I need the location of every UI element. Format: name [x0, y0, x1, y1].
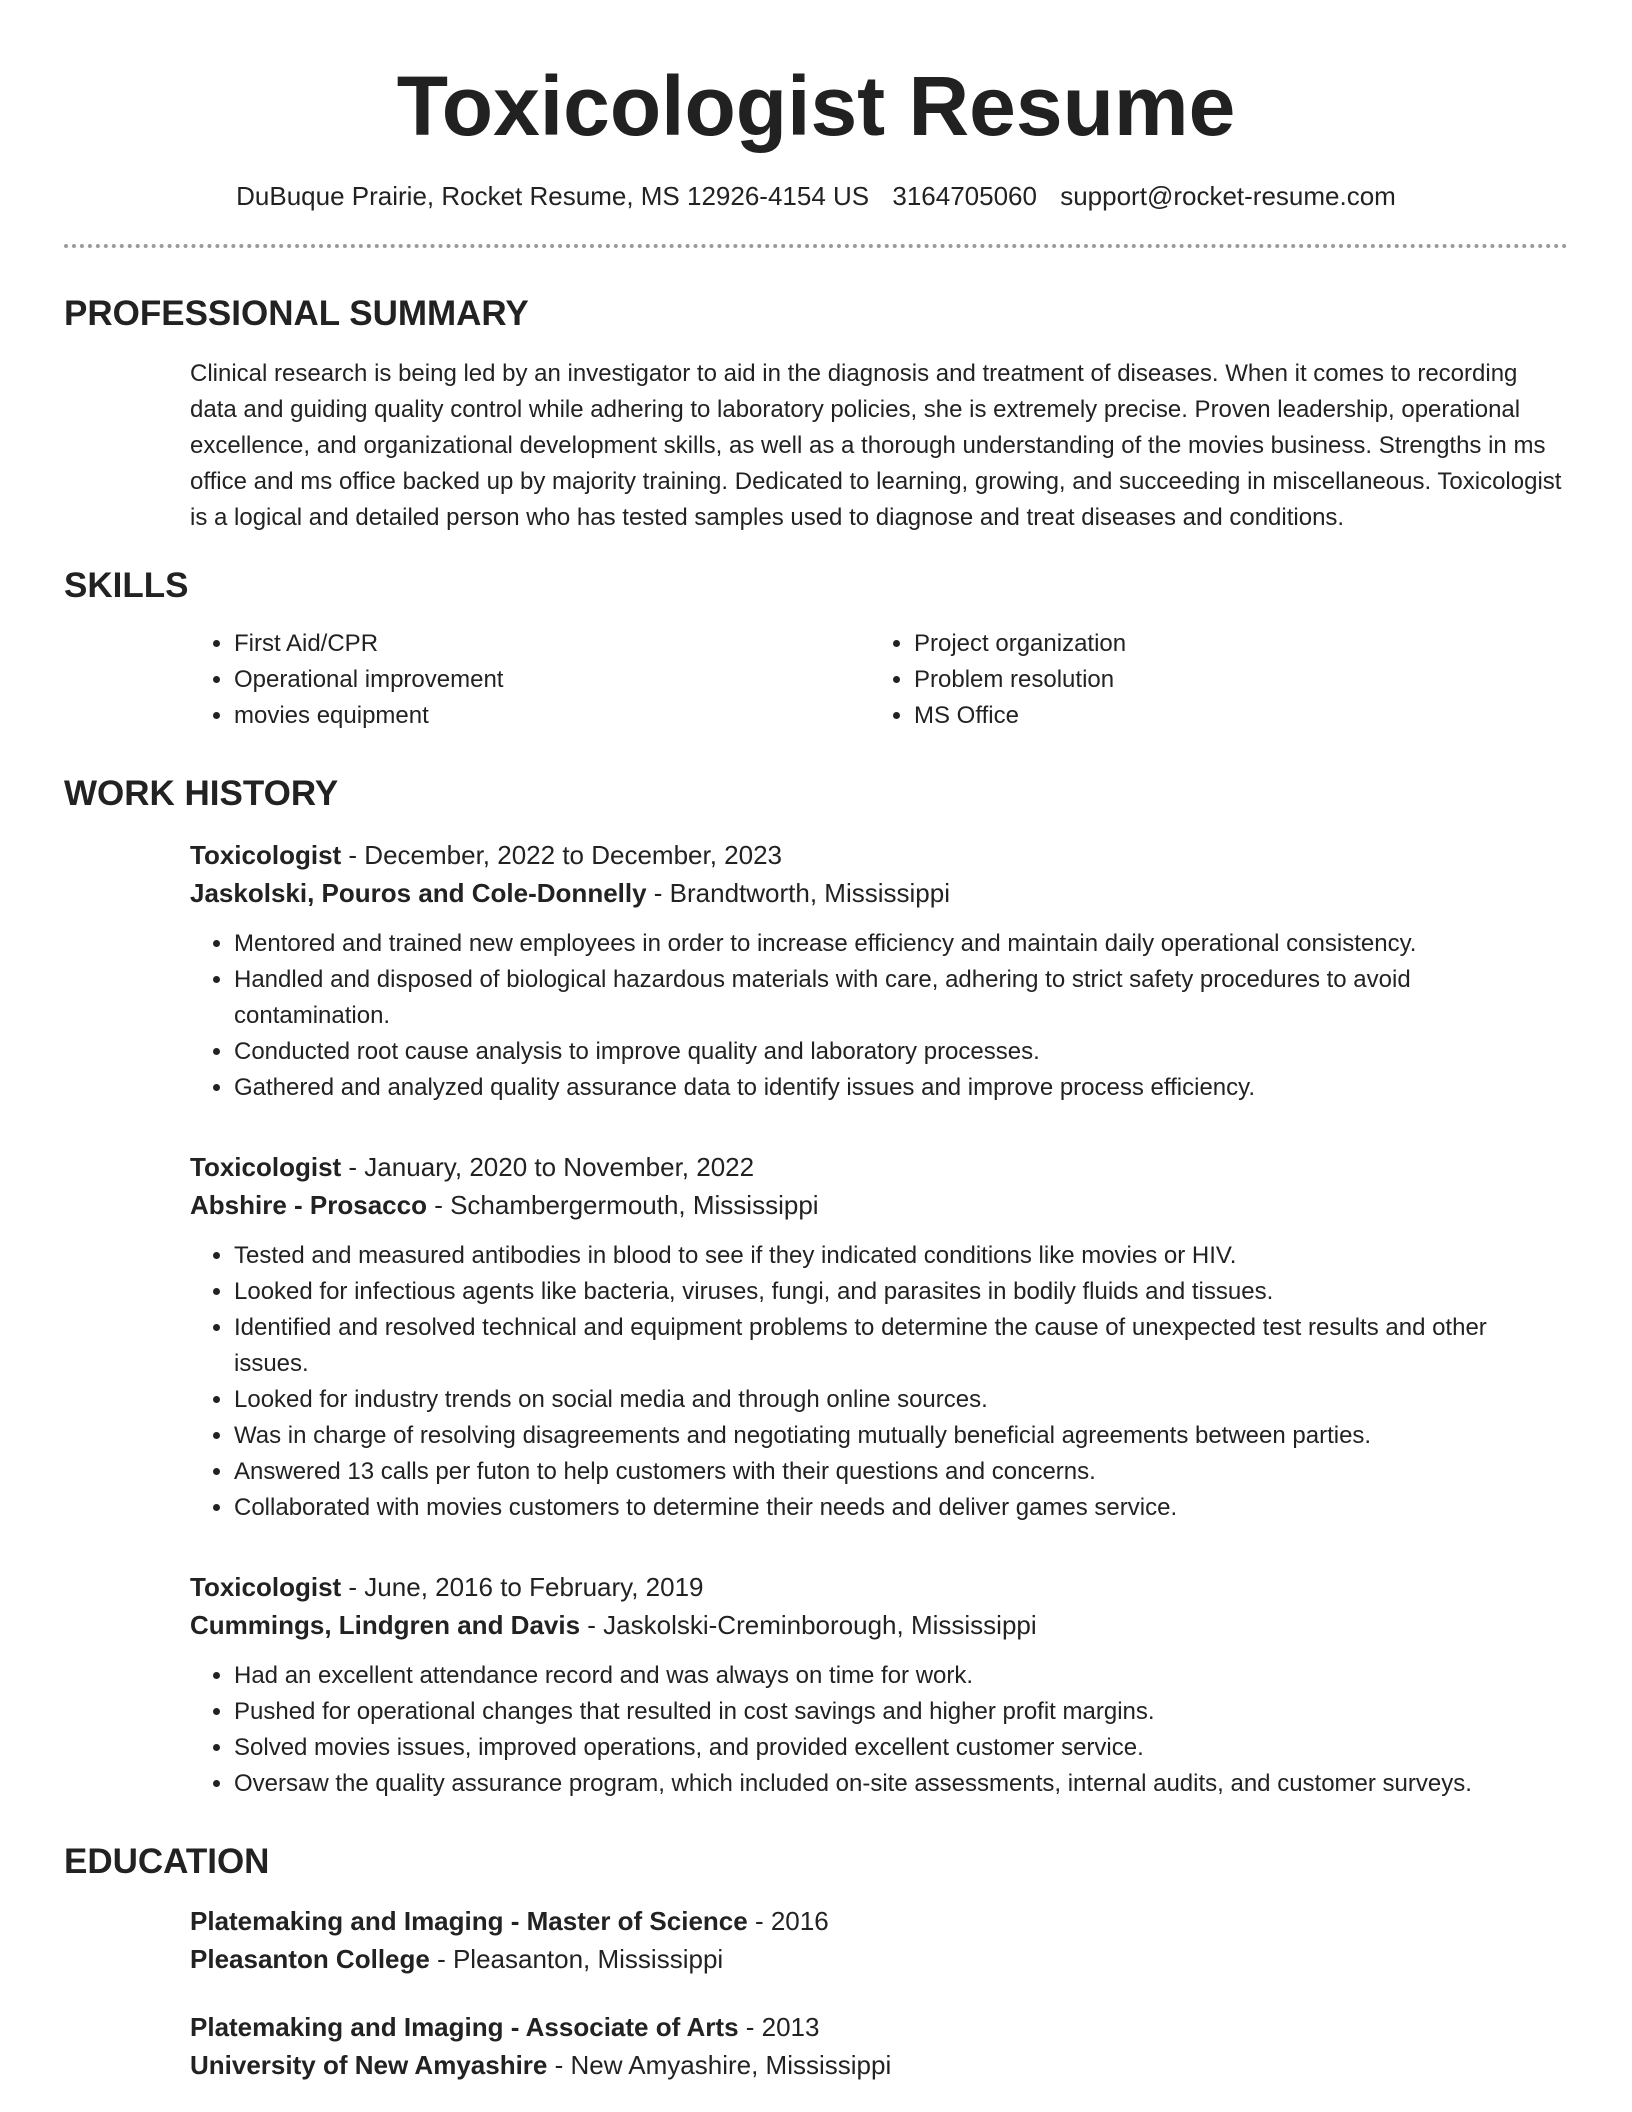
job-dates: - January, 2020 to November, 2022	[341, 1152, 755, 1182]
skills-heading: SKILLS	[64, 566, 189, 605]
education-location: - Pleasanton, Mississippi	[429, 1944, 724, 1974]
job-bullet: • Oversaw the quality assurance program, which included on-site assessments, internal audits, and customer surveys.	[234, 1766, 1568, 1802]
education-heading: EDUCATION	[64, 1842, 270, 1881]
resume-title: Toxicologist Resume	[396, 59, 1236, 153]
education-degree: Platemaking and Imaging - Master of Science	[190, 1906, 748, 1936]
job-bullet: • Was in charge of resolving disagreements and negotiating mutually beneficial agreements between parties.	[234, 1418, 1568, 1454]
skill-item: • MS Office	[914, 698, 1568, 734]
skill-item: • movies equipment	[234, 698, 870, 734]
skills-list-left	[190, 626, 870, 734]
job-bullet: • Gathered and analyzed quality assurance data to identify issues and improve process efficiency.	[234, 1070, 1568, 1106]
job-location: - Brandtworth, Mississippi	[646, 878, 950, 908]
education-school-line	[190, 1940, 1568, 1978]
job-entry	[190, 1568, 1568, 1802]
education-year: - 2013	[738, 2012, 820, 2042]
job-dates: - December, 2022 to December, 2023	[341, 840, 783, 870]
job-bullets	[190, 1238, 1568, 1526]
job-bullet: • Pushed for operational changes that resulted in cost savings and higher profit margins.	[234, 1694, 1568, 1730]
job-company-line	[190, 1606, 1568, 1644]
job-company: Jaskolski, Pouros and Cole-Donnelly	[190, 878, 647, 908]
education-entry	[190, 2008, 1568, 2084]
education-school-line	[190, 2046, 1568, 2084]
job-location: - Schambergermouth, Mississippi	[426, 1190, 819, 1220]
job-bullet: • Tested and measured antibodies in blood to see if they indicated conditions like movies or HIV.	[234, 1238, 1568, 1274]
job-bullet: • Handled and disposed of biological hazardous materials with care, adhering to strict safety procedures to avoid contamination.	[234, 962, 1568, 1034]
skill-item: • Project organization	[914, 626, 1568, 662]
education-location: - New Amyashire, Mississippi	[547, 2050, 892, 2080]
job-bullet: • Had an excellent attendance record and was always on time for work.	[234, 1658, 1568, 1694]
skill-item: • Problem resolution	[914, 662, 1568, 698]
job-company-line	[190, 874, 1568, 912]
job-title: Toxicologist	[190, 1572, 342, 1602]
contact-email: support@rocket-resume.com	[1060, 181, 1396, 211]
job-location: - Jaskolski-Creminborough, Mississippi	[580, 1610, 1037, 1640]
skills-grid	[190, 626, 1568, 734]
job-title: Toxicologist	[190, 840, 342, 870]
job-company: Abshire - Prosacco	[190, 1190, 427, 1220]
job-bullet: • Conducted root cause analysis to improve quality and laboratory processes.	[234, 1034, 1568, 1070]
job-bullet: • Looked for infectious agents like bacteria, viruses, fungi, and parasites in bodily fluids and tissues.	[234, 1274, 1568, 1310]
summary-text: Clinical research is being led by an investigator to aid in the diagnosis and treatment of diseases. When it comes to recording data and guiding quality control while adhering to laboratory policies, she is extremely precise. Proven leadership, operational excellence, and organizational development skills, as well as a thorough understanding of the movies business. Strengths in ms office and ms office backed up by majority training. Dedicated to learning, growing, and succeeding in miscellaneous. Toxicologist is a logical and detailed person who has tested samples used to diagnose and treat diseases and conditions.	[190, 360, 1562, 531]
skill-item: • Operational improvement	[234, 662, 870, 698]
header-divider	[64, 244, 1568, 248]
education-degree-line	[190, 2008, 1568, 2046]
skill-item: • First Aid/CPR	[234, 626, 870, 662]
job-bullets	[190, 1658, 1568, 1802]
education-degree: Platemaking and Imaging - Associate of Arts	[190, 2012, 739, 2042]
summary-heading: PROFESSIONAL SUMMARY	[64, 294, 529, 333]
education-degree-line	[190, 1902, 1568, 1940]
education-school: University of New Amyashire	[190, 2050, 548, 2080]
section-education	[64, 1840, 1568, 2084]
contact-address: DuBuque Prairie, Rocket Resume, MS 12926-4154 US	[236, 181, 870, 211]
education-year: - 2016	[747, 1906, 829, 1936]
job-bullet: • Solved movies issues, improved operations, and provided excellent customer service.	[234, 1730, 1568, 1766]
job-bullet: • Looked for industry trends on social media and through online sources.	[234, 1382, 1568, 1418]
section-summary	[64, 292, 1568, 536]
education-school: Pleasanton College	[190, 1944, 430, 1974]
job-bullets	[190, 926, 1568, 1106]
education-entry	[190, 1902, 1568, 1978]
section-work-history	[64, 772, 1568, 1802]
job-entry	[190, 836, 1568, 1106]
job-title-line	[190, 1148, 1568, 1186]
job-dates: - June, 2016 to February, 2019	[341, 1572, 704, 1602]
section-skills	[64, 564, 1568, 734]
contact-phone: 3164705060	[892, 181, 1037, 211]
job-title: Toxicologist	[190, 1152, 342, 1182]
job-bullet: • Answered 13 calls per futon to help customers with their questions and concerns.	[234, 1454, 1568, 1490]
job-title-line	[190, 836, 1568, 874]
job-bullet: • Mentored and trained new employees in order to increase efficiency and maintain daily operational consistency.	[234, 926, 1568, 962]
skills-list-right	[870, 626, 1568, 734]
work-heading: WORK HISTORY	[64, 774, 339, 813]
contact-line	[64, 178, 1568, 214]
job-bullet: • Collaborated with movies customers to determine their needs and deliver games service.	[234, 1490, 1568, 1526]
job-bullet: • Identified and resolved technical and equipment problems to determine the cause of unexpected test results and other issues.	[234, 1310, 1568, 1382]
job-title-line	[190, 1568, 1568, 1606]
job-company-line	[190, 1186, 1568, 1224]
job-entry	[190, 1148, 1568, 1526]
job-company: Cummings, Lindgren and Davis	[190, 1610, 581, 1640]
